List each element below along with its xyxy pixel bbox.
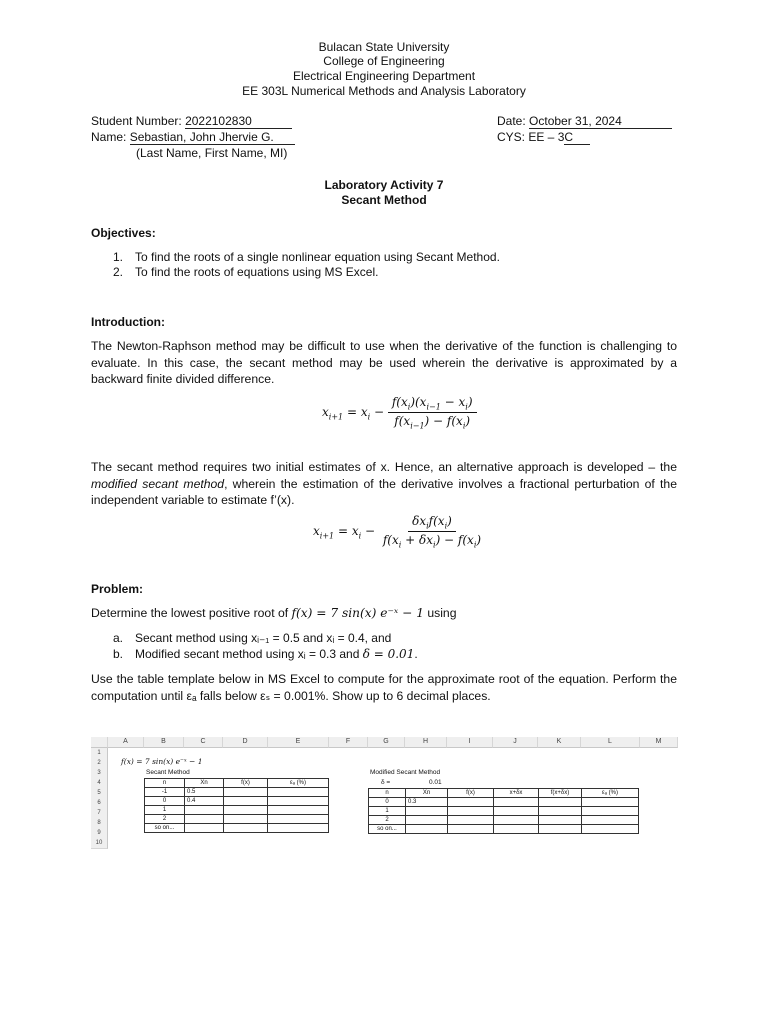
header-cell: f(x) <box>224 779 268 788</box>
row-header: 2 <box>91 758 108 769</box>
column-header: D <box>223 737 268 748</box>
secant-equation: $x_{i+1} = x_i$ − $\frac{f(x_i)(x_{i-1} - x_i)}{f(x_{i-1}) - f(x_i)}$ <box>322 395 477 431</box>
name-value: Sebastian, John Jhervie G. <box>130 131 295 145</box>
modified-secant-title: Modified Secant Method <box>370 769 441 776</box>
objective-item: 2. To find the roots of equations using MS Excel. <box>113 265 379 279</box>
cys-label: CYS: EE – 3 <box>497 130 565 144</box>
row-header: 5 <box>91 788 108 799</box>
header-cell: Xn <box>406 789 448 798</box>
student-number-label: Student Number: <box>91 114 182 128</box>
header-cell: εₐ (%) <box>268 779 329 788</box>
table-row: 2 <box>145 815 329 824</box>
column-header: A <box>108 737 144 748</box>
introduction-paragraph: The Newton-Raphson method may be difficult to use when the derivative of the function is challenging to evaluate. In this case, the secant method may be used wherein the derivative is approximated by a backward finite divided difference. <box>91 339 677 386</box>
problem-statement: Determine the lowest positive root of f(x) = 7 sin(x) e⁻ˣ − 1 using <box>91 606 457 620</box>
column-header: G <box>368 737 405 748</box>
delta-label: δ = <box>381 779 391 786</box>
delta-value: 0.01 <box>429 779 442 786</box>
date-row <box>497 114 672 129</box>
column-header: B <box>144 737 184 748</box>
sheet-formula: f(x) = 7 sin(x) e⁻ˣ − 1 <box>121 757 203 766</box>
excel-template-image <box>91 737 677 852</box>
problem-item: b. Modified secant method using xᵢ = 0.3 and δ = 0.01. <box>113 647 418 661</box>
problem-heading: Problem: <box>91 582 144 596</box>
table-row: so on... <box>369 825 639 834</box>
activity-title: Laboratory Activity 7 <box>324 178 444 192</box>
university-name: Bulacan State University <box>318 40 450 54</box>
table-row: 0 0.4 <box>145 797 329 806</box>
name-hint: (Last Name, First Name, MI) <box>136 146 288 160</box>
date-value: October 31, 2024 <box>529 115 672 129</box>
introduction-heading: Introduction: <box>91 315 165 329</box>
problem-item: a. Secant method using xᵢ₋₁ = 0.5 and xᵢ = 0.4, and <box>113 631 392 645</box>
table-row: 1 <box>369 807 639 816</box>
column-header: C <box>184 737 223 748</box>
header-cell: x+δx <box>494 789 539 798</box>
row-header: 4 <box>91 778 108 789</box>
column-header: M <box>640 737 678 748</box>
row-header: 6 <box>91 798 108 809</box>
table-header-row <box>369 789 639 798</box>
row-header: 9 <box>91 828 108 839</box>
objective-item: 1. To find the roots of a single nonlinear equation using Secant Method. <box>113 250 500 264</box>
student-number-value: 2022102830 <box>185 115 292 129</box>
cys-value: C <box>564 131 590 145</box>
table-row: 0 0.3 <box>369 798 639 807</box>
objectives-heading: Objectives: <box>91 226 156 240</box>
table-row: 1 <box>145 806 329 815</box>
college-name: College of Engineering <box>323 54 445 68</box>
instruction-paragraph: Use the table template below in MS Excel to compute for the approximate root of the equation. Perform the computation until εₐ falls below εₛ = 0.001%. Show up to 6 decimal places. <box>91 672 677 703</box>
delta-value-text: δ = 0.01 <box>362 647 415 661</box>
course-name: EE 303L Numerical Methods and Analysis Laboratory <box>242 84 526 98</box>
department-name: Electrical Engineering Department <box>292 69 476 83</box>
row-header: 1 <box>91 748 108 759</box>
name-label: Name: <box>91 130 127 144</box>
cys-row <box>497 130 590 145</box>
date-label: Date: <box>497 114 526 128</box>
modified-secant-table <box>368 788 639 834</box>
row-header: 10 <box>91 838 108 849</box>
row-header: 8 <box>91 818 108 829</box>
header-cell: n <box>145 779 185 788</box>
row-header: 7 <box>91 808 108 819</box>
modified-secant-paragraph: The secant method requires two initial estimates of x. Hence, an alternative approach is developed – the modified secant method, wherein the estimation of the derivative involves a fractional perturbation of the independent variable to estimate f’(x). <box>91 460 677 507</box>
column-header: J <box>493 737 538 748</box>
corner-header <box>91 737 108 748</box>
column-header: I <box>447 737 493 748</box>
modified-secant-equation: $x_{i+1} = x_i$ − $\frac{\delta x_if(x_i)}{f(x_i + \delta x_i) - f(x_i)}$ <box>313 514 482 550</box>
header-cell: f(x) <box>448 789 494 798</box>
header-cell: Xn <box>185 779 224 788</box>
table-header-row <box>145 779 329 788</box>
secant-table-title: Secant Method <box>146 769 190 776</box>
table-row: -1 0.5 <box>145 788 329 797</box>
column-header: L <box>581 737 640 748</box>
function-expression: f(x) = 7 sin(x) e⁻ˣ − 1 <box>291 606 424 620</box>
student-number-row <box>91 114 292 129</box>
header-cell: f(x+δx) <box>539 789 582 798</box>
table-row: so on... <box>145 824 329 833</box>
table-row: 2 <box>369 816 639 825</box>
header-cell: n <box>369 789 406 798</box>
row-header: 3 <box>91 768 108 779</box>
column-header: K <box>538 737 581 748</box>
column-header: E <box>268 737 329 748</box>
secant-table <box>144 778 329 833</box>
header-cell: εₐ (%) <box>582 789 639 798</box>
column-header: H <box>405 737 447 748</box>
column-header: F <box>329 737 368 748</box>
name-row <box>91 130 295 145</box>
activity-subtitle: Secant Method <box>341 193 427 207</box>
